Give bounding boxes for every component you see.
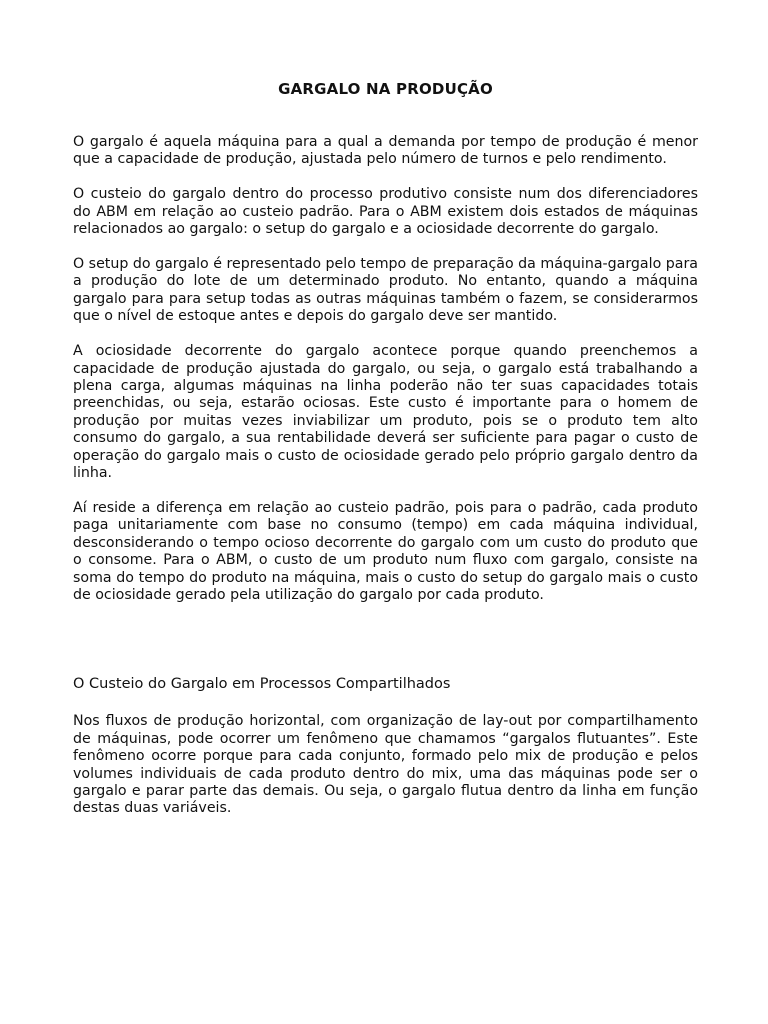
document-page: [73, 80, 698, 818]
paragraph-setup: O setup do gargalo é representado pelo tempo de preparação da máquina-gargalo para a produção do lote de um determinado produto. No entanto, quando a máquina gargalo para para setup todas as outras máquinas também o fazem, se considerarmos que o nível de estoque antes e depois do gargalo deve ser mantido.: [73, 256, 698, 325]
paragraph-diferenca: Aí reside a diferença em relação ao custeio padrão, pois para o padrão, cada produto paga unitariamente com base no consumo (tempo) em cada máquina individual, desconsiderando o tempo ocioso decorrente do gargalo com um custo do produto que o consome. Para o ABM, o custo de um produto num fluxo com gargalo, consiste na soma do tempo do produto na máquina, mais o custo do setup do gargalo mais o custo de ociosidade gerado pela utilização do gargalo por cada produto.: [73, 499, 698, 603]
paragraph-custeio: O custeio do gargalo dentro do processo produtivo consiste num dos diferenciadores do ABM em relação ao custeio padrão. Para o ABM existem dois estados de máquinas relacionados ao gargalo: o setup do gargalo e a ociosidade decorrente do gargalo.: [73, 186, 698, 238]
document-title: GARGALO NA PRODUÇÃO: [278, 80, 493, 98]
paragraph-ociosidade: A ociosidade decorrente do gargalo acontece porque quando preenchemos a capacidade de produção ajustada do gargalo, ou seja, o gargalo está trabalhando a plena carga, algumas máquinas na linha poderão não ter suas capacidades totais preenchidas, ou seja, estarão ociosas. Este custo é importante para o homem de produção por muitas vezes inviabilizar um produto, pois se o produto tem alto consumo do gargalo, a sua rentabilidade deverá ser suficiente para pagar o custo de operação do gargalo mais o custo de ociosidade gerado pelo próprio gargalo dentro da linha.: [73, 343, 698, 481]
section-heading: O Custeio do Gargalo em Processos Compartilhados: [73, 676, 451, 693]
paragraph-compartilhados: Nos fluxos de produção horizontal, com organização de lay-out por compartilhamento de máquinas, pode ocorrer um fenômeno que chamamos “gargalos flutuantes”. Este fenômeno ocorre porque para cada conjunto, formado pelo mix de produção e pelos volumes individuais de cada produto dentro do mix, uma das máquinas pode ser o gargalo e parar parte das demais. Ou seja, o gargalo flutua dentro da linha em função destas duas variáveis.: [73, 713, 698, 817]
paragraph-definition: O gargalo é aquela máquina para a qual a demanda por tempo de produção é menor que a capacidade de produção, ajustada pelo número de turnos e pelo rendimento.: [73, 134, 698, 168]
